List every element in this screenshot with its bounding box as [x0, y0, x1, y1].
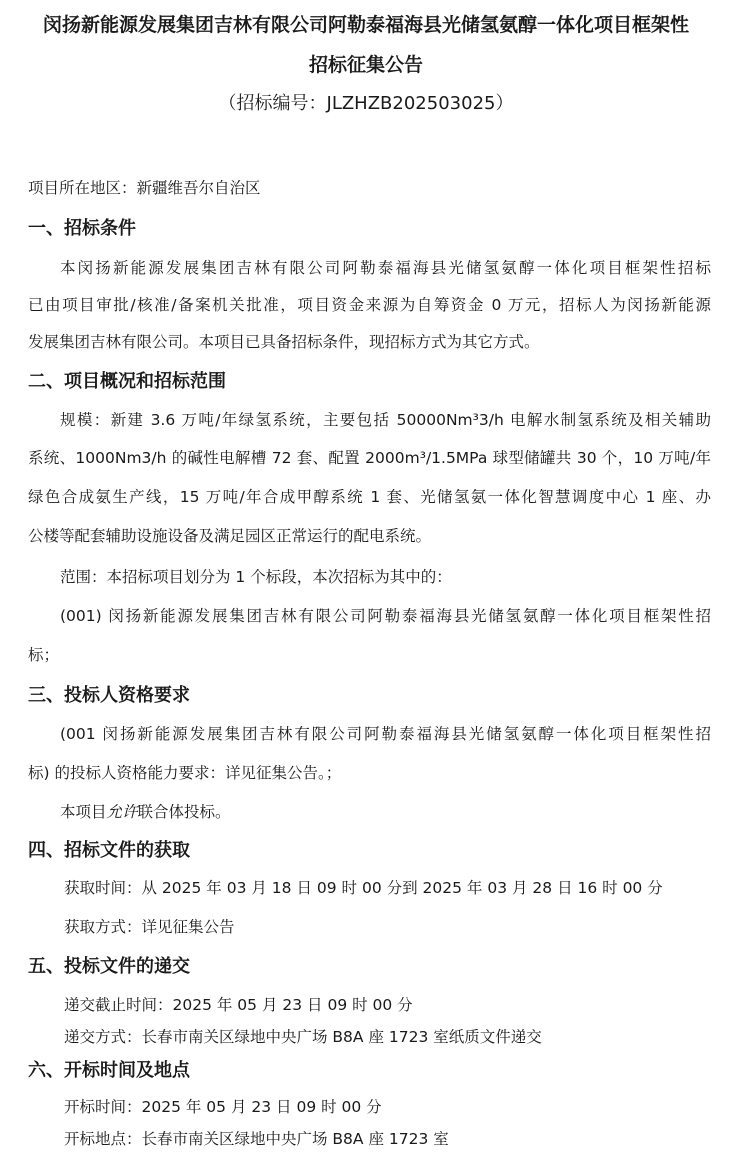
requirement-line: (001 闵扬新能源发展集团吉林有限公司阿勒泰福海县光储氢氨醇一体化项目框架性招: [60, 725, 711, 743]
requirement-line: 标) 的投标人资格能力要求：详见征集公告。；: [28, 764, 342, 782]
consortium-line: [60, 802, 231, 822]
scale-line: 规模：新建 3.6 万吨/年绿氢系统，主要包括 50000Nm³3/h 电解水制氢系统及相关辅助: [60, 411, 711, 429]
submission-method: 递交方式：长春市南关区绿地中央广场 B8A 座 1723 室纸质文件递交: [64, 1028, 542, 1046]
paragraph-line: 本闵扬新能源发展集团吉林有限公司阿勒泰福海县光储氢氨醇一体化项目框架性招标: [60, 259, 711, 277]
lot-line: (001) 闵扬新能源发展集团吉林有限公司阿勒泰福海县光储氢氨醇一体化项目框架性招: [60, 607, 711, 625]
document-title-line2: 招标征集公告: [308, 54, 423, 76]
consortium-suffix: 联合体投标。: [137, 803, 231, 821]
scale-line: 系统、1000Nm3/h 的碱性电解槽 72 套、配置 2000m³/1.5MPa 球型储罐共 30 个，10 万吨/年: [28, 449, 711, 467]
section-heading-documents: 四、招标文件的获取: [28, 840, 190, 861]
submission-deadline: 递交截止时间：2025 年 05 月 23 日 09 时 00 分: [64, 996, 413, 1014]
section-heading-conditions: 一、招标条件: [28, 218, 136, 239]
lot-line: 标；: [28, 646, 60, 664]
scale-line: 绿色合成氨生产线，15 万吨/年合成甲醇系统 1 套、光储氢氨一体化智慧调度中心 1 座、办: [28, 488, 711, 506]
opening-place: 开标地点：长春市南关区绿地中央广场 B8A 座 1723 室: [64, 1130, 449, 1148]
consortium-allowed: 允许: [106, 803, 138, 821]
acquisition-method: 获取方式：详见征集公告: [64, 918, 235, 936]
document-title-line1: 闵扬新能源发展集团吉林有限公司阿勒泰福海县光储氢氨醇一体化项目框架性: [42, 14, 689, 36]
scope-line: 范围：本招标项目划分为 1 个标段，本次招标为其中的：: [60, 568, 452, 586]
scale-line: 公楼等配套辅助设施设备及满足园区正常运行的配电系统。: [28, 527, 432, 545]
paragraph-line: 已由项目审批/核准/备案机关批准，项目资金来源为自筹资金 0 万元，招标人为闵扬新能源: [28, 296, 711, 314]
section-heading-submission: 五、投标文件的递交: [28, 956, 190, 977]
section-heading-qualification: 三、投标人资格要求: [28, 685, 190, 706]
paragraph-line: 发展集团吉林有限公司。本项目已具备招标条件，现招标方式为其它方式。: [28, 333, 540, 351]
project-location: 项目所在地区：新疆维吾尔自治区: [28, 179, 261, 197]
consortium-prefix: 本项目: [60, 803, 107, 821]
opening-time: 开标时间：2025 年 05 月 23 日 09 时 00 分: [64, 1098, 382, 1116]
section-heading-overview: 二、项目概况和招标范围: [28, 371, 226, 392]
section-heading-opening: 六、开标时间及地点: [28, 1060, 190, 1081]
tender-number: （招标编号：JLZHZB202503025）: [218, 93, 514, 114]
acquisition-time: 获取时间：从 2025 年 03 月 18 日 09 时 00 分到 2025 年 03 月 28 日 16 时 00 分: [64, 879, 663, 897]
